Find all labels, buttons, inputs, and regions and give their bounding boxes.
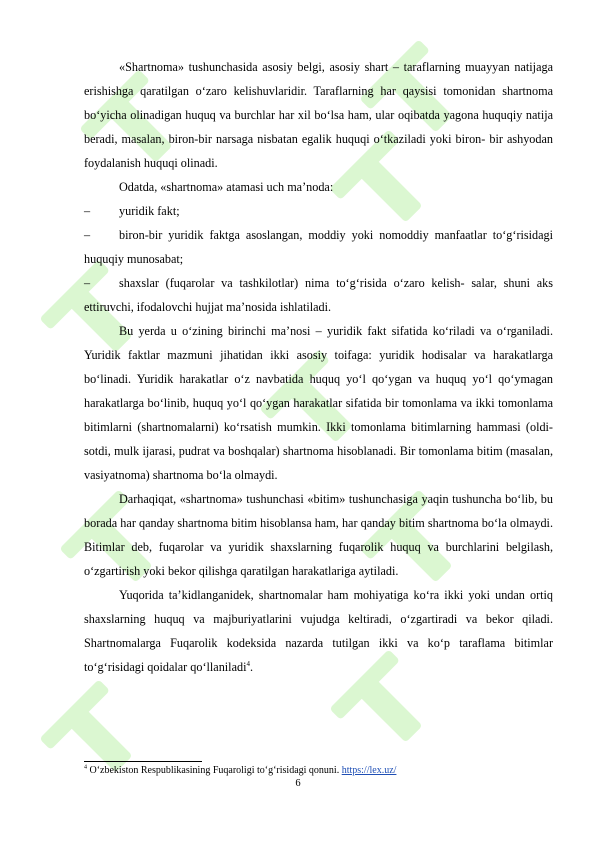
paragraph-5-end: . [249,660,254,674]
document-body [84,55,553,679]
footnote-link[interactable]: https://lex.uz/ [341,765,397,776]
list-item [84,223,553,271]
paragraph-2: Odatda, «shartnoma» atamasi uch ma’noda: [119,180,334,194]
list-item-text: yuridik fakt; [119,204,180,218]
paragraph-4: Darhaqiqat, «shartnoma» tushunchasi «bitim» tushunchasiga yaqin tushuncha bo‘lib, bu borada har qanday shartnoma bitim hisoblansa ham, har qanday bitim shartnoma bo‘la olmaydi. Bitimlar deb, fuqarolar va yuridik shaxslarning fuqarolik huquq va burchlarini belgilash, o‘zgartirish yoki bekor qilishga qaratilgan harakatlariga aytiladi. [84,492,553,578]
dash-marker: – [84,276,91,290]
paragraph-1: «Shartnoma» tushunchasida asosiy belgi, asosiy shart – taraflarning muayyan natijaga erishishga qaratilgan o‘zaro kelishuvlaridir. Taraflarning har qaysisi tomonidan shartnoma bo‘yicha olinadigan huquq va burchlar har xil bo‘lsa ham, ular oqibatda yagona huquqiy natija beradi, masalan, biron-bir narsaga nisbatan egalik huquqi o‘tkaziladi yoki biron- bir ashyodan foydalanish huquqi olinadi. [84,60,553,170]
list-item [84,271,553,319]
dash-marker: – [84,204,91,218]
paragraph-5-text: Yuqorida ta’kidlanganidek, shartnomalar ham mohiyatiga ko‘ra ikki yoki undan ortiq shaxslarning huquq va majburiyatlarini vujudga keltiradi, o‘zgartiradi va bekor qiladi. Shartnomalarga Fuqarolik kodeksida nazarda tutilgan ikki va ko‘p taraflama bitimlar to‘g‘risidagi qoidalar qo‘llaniladi [84,588,553,674]
footnote-ref[interactable]: 4 [246,659,250,668]
list-item-text: biron-bir yuridik faktga asoslangan, moddiy yoki nomoddiy manfaatlar to‘g‘risidagi huquqiy munosabat; [84,228,553,266]
footnote-divider [84,761,202,762]
paragraph-3: Bu yerda u o‘zining birinchi ma’nosi – yuridik fakt sifatida ko‘riladi va o‘rganiladi. Yuridik faktlar mazmuni jihatidan ikki asosiy toifaga: yuridik hodisalar va harakatlarga bo‘linadi. Yuridik harakatlar o‘z navbatida huquq yo‘l qo‘ygan va huquq yo‘l qo‘ymagan harakatlarga bo‘linib, huquq yo‘l qo‘ygan harakatlar sifatida bir tomonlama va ikki tomonlama bitimlarni (shartnomalarni) ko‘rsatish mumkin. Ikki tomonlama bitimlarning hammasi (oldi-sotdi, mulk ijarasi, pudrat va boshqalar) shartnoma hisoblanadi. Bir tomonlama bitim (masalan, vasiyatnoma) shartnoma bo‘la olmaydi. [84,324,553,482]
list-item-text: shaxslar (fuqarolar va tashkilotlar) nima to‘g‘risida o‘zaro kelish- salar, shuni aks ettiruvchi, ifodalovchi hujjat ma’nosida ishlatiladi. [84,276,553,314]
footnote-number: 4 [84,764,87,771]
list-item [84,199,553,223]
page-number: 6 [295,778,301,789]
footnote [84,764,553,778]
footnote-text: O‘zbekiston Respublikasining Fuqaroligi to‘g‘risidagi qonuni. [87,765,342,776]
dash-marker: – [84,228,91,242]
paragraph-5 [84,583,553,679]
